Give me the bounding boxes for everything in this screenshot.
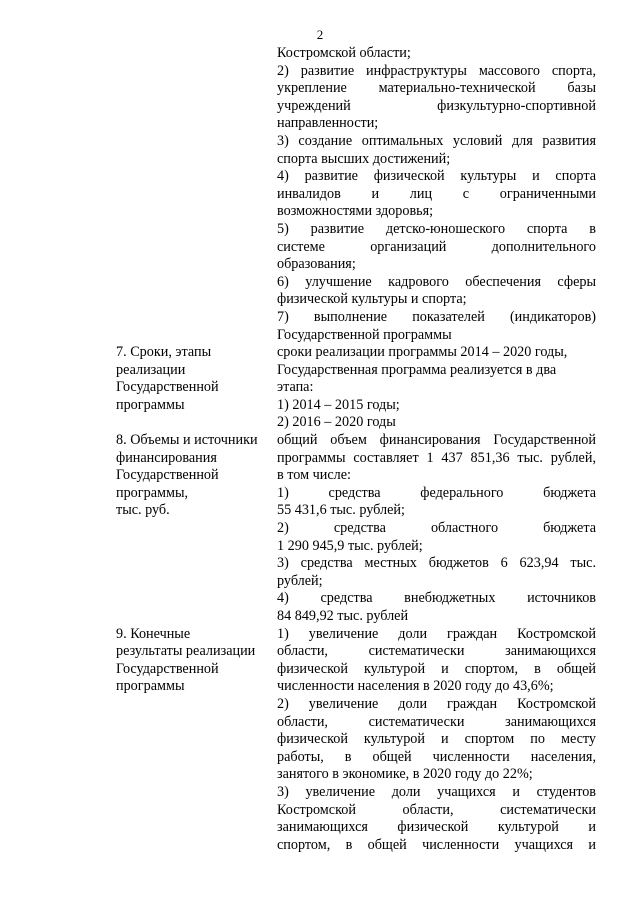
row-label-timeline (116, 344, 277, 432)
content-line: спорта высших достижений; (277, 150, 451, 167)
page-number: 2 (316, 27, 324, 42)
row-label-line: программы, (116, 484, 189, 501)
content-line: занимающихся физической культурой и (277, 819, 596, 836)
content-line: 3) создание оптимальных условий для развития (277, 132, 596, 149)
content-line: 6) улучшение кадрового обеспечения сферы (277, 273, 596, 290)
row-content-timeline (277, 344, 596, 432)
row-label-line: Государственной (116, 379, 219, 396)
row-label-funding (116, 432, 277, 626)
content-line: системе организаций дополнительного (277, 238, 596, 255)
content-line: возможностями здоровья; (277, 203, 434, 220)
content-line: 1) средства федерального бюджета (277, 484, 596, 501)
content-line: физической культуры и спорта; (277, 291, 467, 308)
content-line: 7) выполнение показателей (индикаторов) (277, 308, 596, 325)
row-label-line: 7. Сроки, этапы (116, 344, 212, 361)
content-line: этапа: (277, 379, 314, 396)
row-label-final-results (116, 626, 277, 855)
content-line: 2) средства областного бюджета (277, 520, 596, 537)
row-label-line: тыс. руб. (116, 502, 170, 519)
content-line: Государственная программа реализуется в два (277, 361, 557, 378)
row-label-line: реализации (116, 361, 186, 378)
row-content-goals-continued (277, 45, 596, 344)
row-label-line: 9. Конечные (116, 625, 191, 642)
content-line: 1) 2014 – 2015 годы; (277, 396, 400, 413)
row-label-line: программы (116, 396, 185, 413)
content-line: 3) средства местных бюджетов 6 623,94 тыс. (277, 555, 596, 572)
content-line: 1 290 945,9 тыс. рублей; (277, 537, 423, 554)
content-line: общий объем финансирования Государственной (277, 432, 596, 449)
content-line: физической культурой и спортом по месту (277, 731, 596, 748)
row-label-goals-continued (116, 45, 277, 344)
row-label-line: 8. Объемы и источники (116, 432, 258, 449)
row-label-line: Государственной (116, 467, 219, 484)
content-line: 3) увеличение доли учащихся и студентов (277, 783, 596, 800)
content-line: в том числе: (277, 467, 351, 484)
content-line: 84 849,92 тыс. рублей (277, 608, 409, 624)
row-content-funding (277, 432, 596, 626)
content-line: учреждений физкультурно-спортивной (277, 97, 596, 114)
row-label-line: программы (116, 678, 185, 695)
content-line: 2) увеличение доли граждан Костромской (277, 695, 596, 712)
content-line: области, систематически занимающихся (277, 713, 596, 730)
row-label-line: Государственной (116, 660, 219, 677)
content-line: программы составляет 1 437 851,36 тыс. рублей, (277, 449, 596, 466)
content-line: физической культурой и спортом, в общей (277, 660, 596, 677)
content-line: 1) увеличение доли граждан Костромской (277, 625, 596, 642)
content-line: Государственной программы (277, 326, 452, 343)
content-line: 2) развитие инфраструктуры массового спорта, (277, 62, 596, 79)
content-line: 2) 2016 – 2020 годы (277, 414, 396, 431)
content-line: области, систематически занимающихся (277, 643, 596, 660)
content-line: 4) развитие физической культуры и спорта (277, 168, 596, 185)
row-label-line: финансирования (116, 449, 217, 466)
content-line: укрепление материально-технической базы (277, 80, 596, 97)
content-line: работы, в общей численности населения, (277, 748, 596, 765)
row-label-line: результаты реализации (116, 643, 256, 660)
content-line: занятого в экономике, в 2020 году до 22%; (277, 766, 533, 783)
content-line: 55 431,6 тыс. рублей; (277, 502, 405, 519)
content-line: 5) развитие детско-юношеского спорта в (277, 220, 596, 237)
content-line: направленности; (277, 115, 379, 132)
content-line: сроки реализации программы 2014 – 2020 годы, (277, 344, 568, 361)
content-line: 4) средства внебюджетных источников (277, 590, 596, 607)
content-line: инвалидов и лиц с ограниченными (277, 185, 596, 202)
content-line: численности населения в 2020 году до 43,6%; (277, 678, 554, 695)
row-content-final-results (277, 626, 596, 855)
content-line: спортом, в общей численности учащихся и (277, 836, 596, 853)
content-line: Костромской области, систематически (277, 801, 596, 818)
content-line: образования; (277, 256, 356, 273)
content-line: Костромской области; (277, 45, 411, 61)
content-line: рублей; (277, 572, 323, 589)
passport-table (116, 45, 596, 854)
